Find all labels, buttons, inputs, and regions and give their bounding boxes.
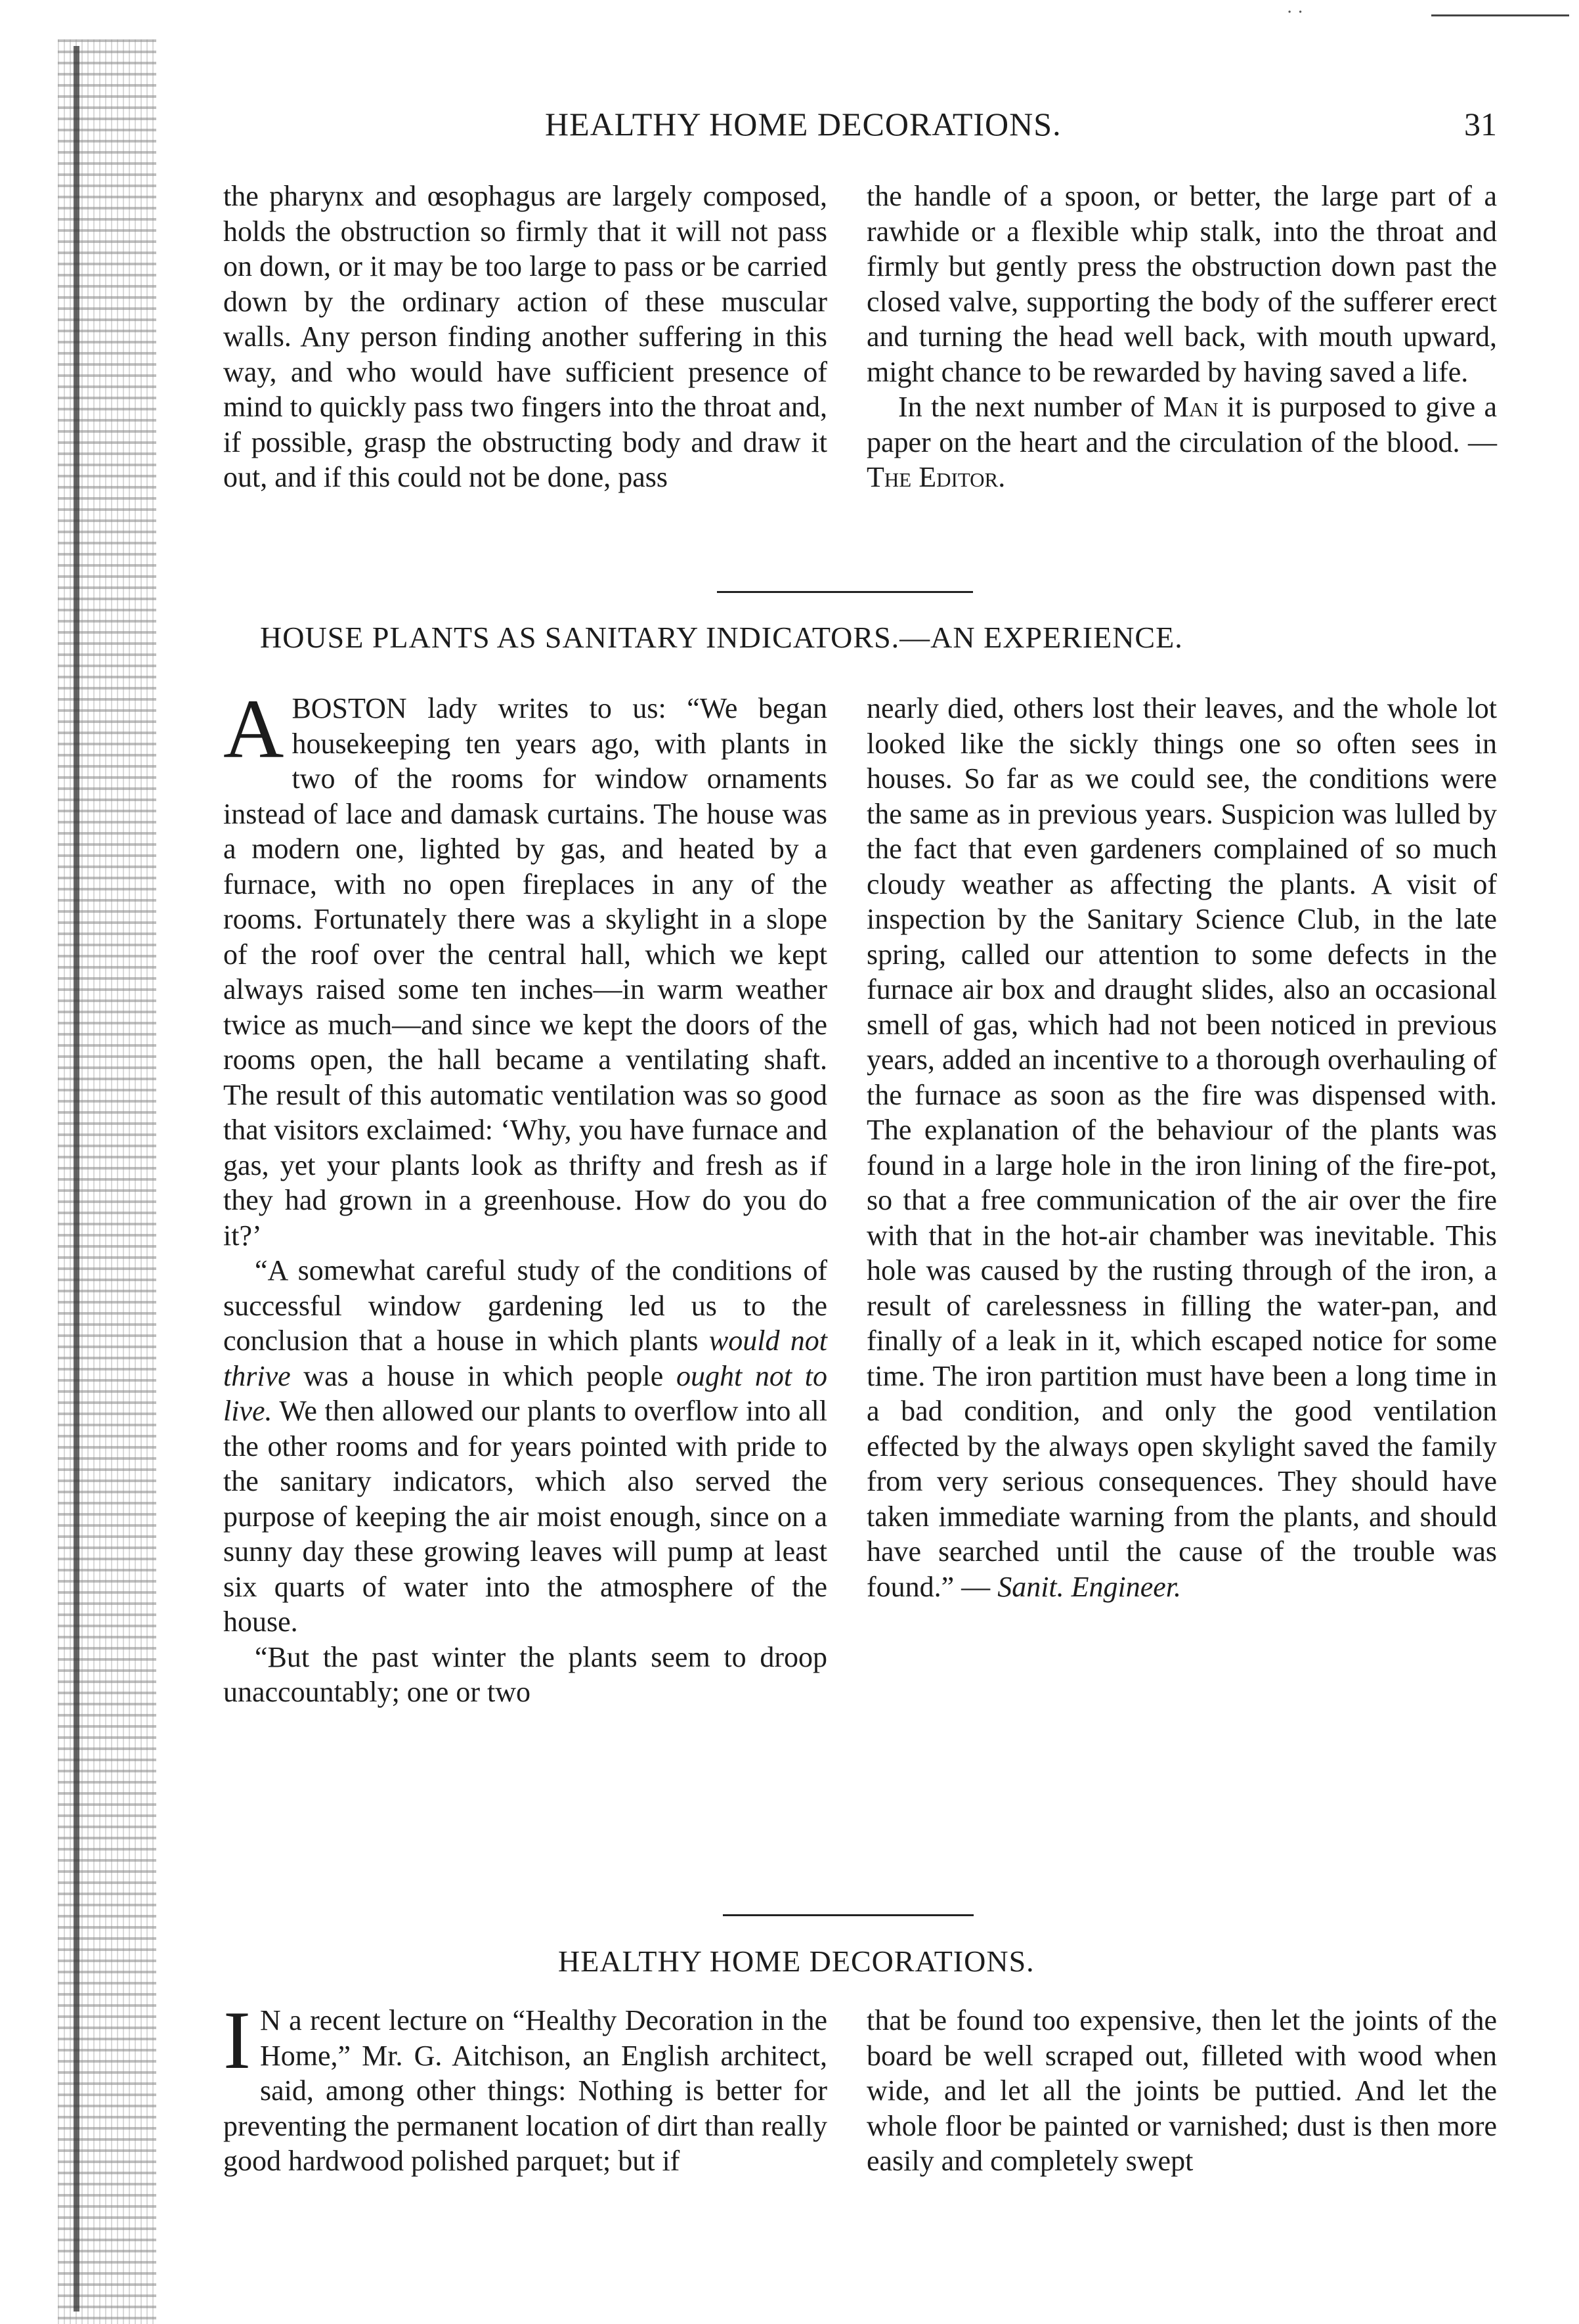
magazine-name: Man — [1163, 391, 1219, 423]
article-1-left-column — [223, 682, 827, 1710]
article-1-right-column — [867, 691, 1497, 1604]
continuation-right-paragraph-1: the handle of a spoon, or better, the large part of a rawhide or a flexible whip stalk, into the throat and firmly but gently press the obstruction down past the closed valve, supporting the body of the sufferer erect and turning the head well back, with mouth upward, might chance to be rewarded by having saved a life. — [867, 180, 1497, 388]
continuation-left-paragraph: the pharynx and œsophagus are largely composed, holds the obstruction so firmly that it will not pass on down, or it may be too large to pass or be carried down by the ordinary action of these muscular walls. Any person finding another suffering in this way, and who would have sufficient presence of mind to quickly pass two fingers into the throat and, if possible, grasp the obstructing body and draw it out, and if this could not be done, pass — [223, 180, 827, 493]
article-2-left-text: N a recent lecture on “Healthy Decoration in the Home,” Mr. G. Aitchison, an English architect, said, among other things: Nothing is better for preventing the permanent location of dirt than really good hardwood polished parquet; but if — [223, 2004, 828, 2177]
article-1-source: Sanit. Engineer. — [997, 1570, 1182, 1603]
article-2-right-column — [867, 2003, 1497, 2179]
dropcap-i: I — [223, 1995, 251, 2086]
corner-marks: · · — [1287, 3, 1303, 22]
continuation-left-column — [223, 179, 827, 495]
article-1-right-paragraph — [867, 691, 1497, 1604]
continuation-right-column — [867, 179, 1497, 495]
article-1-paragraph-2 — [223, 1253, 827, 1640]
binding-gutter — [58, 39, 156, 2324]
article-2-left-column — [223, 1995, 828, 2179]
binding-edge — [74, 46, 79, 2312]
emphasis-ought-not-to-live: ought not to live. — [223, 1359, 827, 1427]
emphasis-would-not-thrive: would not thrive — [223, 1325, 827, 1392]
article-1-paragraph-1-text: BOSTON lady writes to us: “We began housekeeping ten years ago, with plants in two of the rooms for window ornaments instead of lace and damask curtains. The house was a modern one, lighted by gas, and heated by a furnace, with no open fireplaces in any of the rooms. Fortunately there was a skylight in a slope of the roof over the central hall, which we kept always raised some ten inches—in warm weather twice as much—and since we kept the doors of the rooms open, the hall became a ventilating shaft. The result of this automatic ventilation was so good that visitors exclaimed: ‘Why, you have furnace and gas, yet your plants look as thrifty and fresh as if they had grown in a greenhouse. How do you do it?’ — [223, 692, 827, 1252]
article-1-paragraph-2-text-a: “A somewhat careful study of the conditions of successful window gardening led us to the conclusion that a house in which plants — [223, 1254, 827, 1357]
running-head: HEALTHY HOME DECORATIONS. — [545, 106, 1062, 143]
article-1-paragraph-3: “But the past winter the plants seem to droop unaccountably; one or two — [223, 1640, 827, 1708]
article-2-title: HEALTHY HOME DECORATIONS. — [558, 1944, 1035, 1978]
article-1-paragraph-2-text-b: was a house in which people — [290, 1359, 676, 1392]
editor-signature: The Editor. — [867, 461, 1006, 493]
continuation-right-paragraph-2 — [867, 389, 1497, 495]
section-divider-2 — [723, 1914, 974, 1916]
article-2-paragraph-1 — [223, 1995, 828, 2179]
article-1-right-text: nearly died, others lost their leaves, and the whole lot looked like the sickly things one so often sees in houses. So far as we could see, the conditions were the same as in previous years. Suspicion was lulled by the fact that even gardeners complained of so much cloudy weather as affecting the plants. A visit of inspection by the Sanitary Science Club, in the late spring, called our attention to some defects in the furnace air box and draught slides, also an occasional smell of gas, which had not been noticed in previous years, added an incentive to a thorough overhauling of the furnace as soon as the fire was dispensed with. The explanation of the behaviour of the plants was found in a large hole in the iron lining of the fire-pot, so that a free communication of the air over the fire with that in the hot-air chamber was inevitable. This hole was caused by the rusting through of the iron, a result of carelessness in filling the water-pan, and finally of a leak in it, which escaped notice for some time. The iron partition must have been a long time in a bad condition, and only the good ventilation effected by the always open skylight saved the family from very serious consequences. They should have taken immediate warning from the plants, and should have searched until the cause of the trouble was found.” — — [867, 692, 1497, 1603]
article-2-right-paragraph: that be found too expensive, then let the joints of the board be well scraped out, filleted with wood when wide, and let all the joints be puttied. And let the whole floor be painted or varnished; dust is then more easily and completely swept — [867, 2004, 1497, 2177]
page-header — [223, 105, 1497, 151]
corner-rule — [1431, 14, 1569, 16]
section-divider-1 — [717, 591, 973, 593]
editor-note-text-1: In the next number of — [898, 391, 1163, 423]
article-1-title: HOUSE PLANTS AS SANITARY INDICATORS.—AN EXPERIENCE. — [260, 621, 1183, 654]
dropcap-a: A — [223, 682, 284, 776]
page-number: 31 — [1464, 106, 1497, 143]
article-1-paragraph-1 — [223, 682, 827, 1253]
article-1-paragraph-2-text-c: We then allowed our plants to overflow into all the other rooms and for years pointed with pride to the sanitary indicators, which also served the purpose of keeping the air moist enough, since on a sunny day these growing leaves will pump at least six quarts of water into the atmosphere of the house. — [223, 1395, 827, 1638]
editor-note-text-2: it is purposed to give a paper on the heart and the circulation of the blood. — — [867, 391, 1497, 458]
